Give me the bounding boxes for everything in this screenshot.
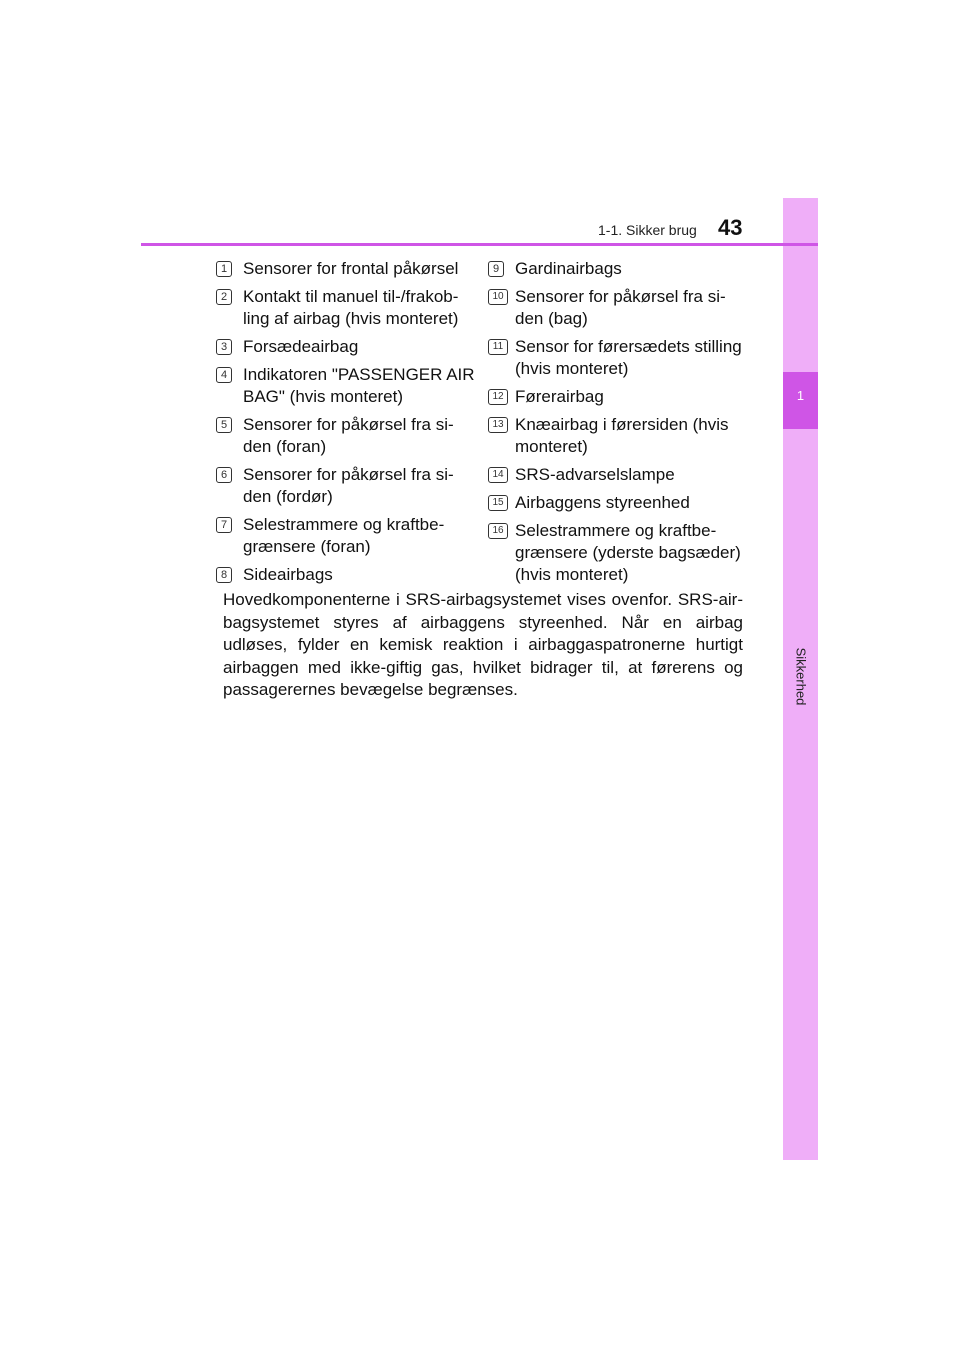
section-title: 1-1. Sikker brug [598,222,697,238]
legend-text: Selestrammere og kraftbe-grænsere (yderste bagsæder) (hvis monteret) [515,521,741,584]
legend-item [216,286,476,330]
legend-item [488,520,748,586]
legend-text: Indikatoren "PASSENGER AIR BAG" (hvis monteret) [243,365,475,406]
legend-number: 9 [488,261,504,277]
legend-number: 16 [488,523,508,539]
legend-item [216,336,476,358]
legend-item [216,258,476,280]
legend-text: Airbaggens styreenhed [515,493,690,512]
legend-item [488,386,748,408]
legend-item [216,564,476,586]
legend-item [488,492,748,514]
legend-number: 13 [488,417,508,433]
header-rule [141,243,818,246]
legend-number: 1 [216,261,232,277]
legend-item [488,286,748,330]
legend-item [216,364,476,408]
legend-number: 10 [488,289,508,305]
legend-text: Sensorer for påkørsel fra si-den (foran) [243,415,454,456]
legend-text: Knæairbag i førersiden (hvis monteret) [515,415,729,456]
legend-text: Sensor for førersædets stilling (hvis monteret) [515,337,742,378]
legend-item [216,514,476,558]
legend-text: SRS-advarselslampe [515,465,675,484]
legend-number: 14 [488,467,508,483]
legend-text: Sensorer for påkørsel fra si-den (bag) [515,287,726,328]
chapter-label-text: Sikkerhed [793,647,808,705]
left-legend-column [216,258,476,592]
legend-number: 5 [216,417,232,433]
chapter-side-tab [783,198,818,1160]
legend-number: 4 [216,367,232,383]
legend-number: 6 [216,467,232,483]
legend-text: Gardinairbags [515,259,622,278]
legend-number: 7 [216,517,232,533]
legend-text: Sensorer for frontal påkørsel [243,259,459,278]
legend-text: Forsædeairbag [243,337,359,356]
legend-item [488,414,748,458]
legend-text: Sideairbags [243,565,333,584]
legend-item [488,258,748,280]
legend-item [216,464,476,508]
legend-text: Sensorer for påkørsel fra si-den (fordør) [243,465,454,506]
legend-number: 12 [488,389,508,405]
legend-number: 15 [488,495,508,511]
legend-item [488,464,748,486]
page-number: 43 [718,215,743,240]
legend-text: Førerairbag [515,387,604,406]
legend-text: Selestrammere og kraftbe-grænsere (foran) [243,515,445,556]
legend-text: Kontakt til manuel til-/frakob-ling af airbag (hvis monteret) [243,287,459,328]
legend-number: 11 [488,339,508,355]
legend-number: 3 [216,339,232,355]
chapter-label [783,636,818,716]
legend-item [216,414,476,458]
legend-number: 2 [216,289,232,305]
legend-number: 8 [216,567,232,583]
chapter-number: 1 [796,388,805,403]
legend-item [488,336,748,380]
right-legend-column [488,258,748,592]
body-paragraph: Hovedkomponenterne i SRS-airbagsystemet vises ovenfor. SRS-air-bagsystemet styres af airbaggens styreenhed. Når en airbag udløses, fylder en kemisk reaktion i airbaggaspatronerne hurtigt airbaggen med ikke-giftig gas, hvilket bidrager til, at førerens og passagerernes bevægelse begrænses. [223,590,743,699]
